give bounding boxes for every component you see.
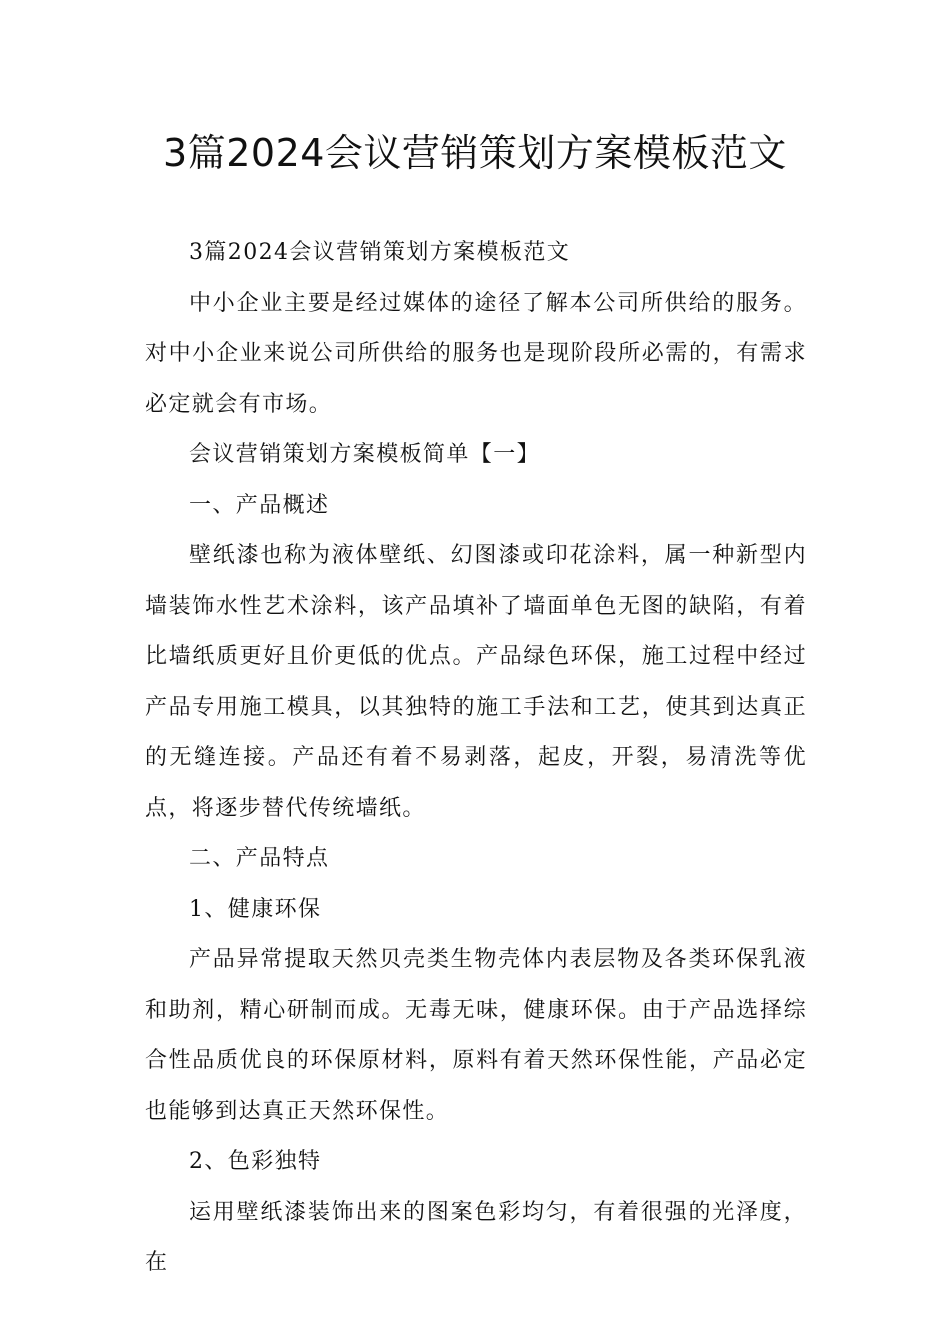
subsection-heading: 二、产品特点 xyxy=(189,846,330,871)
subsection-heading: 一、产品概述 xyxy=(189,492,330,518)
paragraph-eco: 产品异常提取天然贝壳类生物壳体内表层物及各类环保乳液和助剂，精心研制而成。无毒无味，健康环保。由于产品选择综合性品质优良的环保原材料，原料有着天然环保性能，产品必定也能够到达真正天然环保性。 xyxy=(145,947,807,1124)
paragraph-subtitle: 3篇2024会议营销策划方案模板范文 xyxy=(189,240,571,265)
list-heading: 2、色彩独特 xyxy=(189,1149,322,1174)
list-heading: 1、健康环保 xyxy=(189,896,322,922)
paragraph-color: 运用壁纸漆装饰出来的图案色彩均匀，有着很强的光泽度，在 xyxy=(145,1199,807,1275)
paragraph-product-overview: 壁纸漆也称为液体壁纸、幻图漆或印花涂料，属一种新型内墙装饰水性艺术涂料，该产品填补了墙面单色无图的缺陷，有着比墙纸质更好且价更低的优点。产品绿色环保，施工过程中经过产品专用施工模具，以其独特的施工手法和工艺，使其到达真正的无缝连接。产品还有着不易剥落，起皮，开裂，易清洗等优点，将逐步替代传统墙纸。 xyxy=(145,543,807,821)
section-heading: 会议营销策划方案模板简单【一】 xyxy=(189,442,541,467)
document-title: 3篇2024会议营销策划方案模板范文 xyxy=(163,131,787,175)
paragraph-intro: 中小企业主要是经过媒体的途径了解本公司所供给的服务。对中小企业来说公司所供给的服务也是现阶段所必需的，有需求必定就会有市场。 xyxy=(145,290,807,417)
document-body xyxy=(145,228,807,1289)
